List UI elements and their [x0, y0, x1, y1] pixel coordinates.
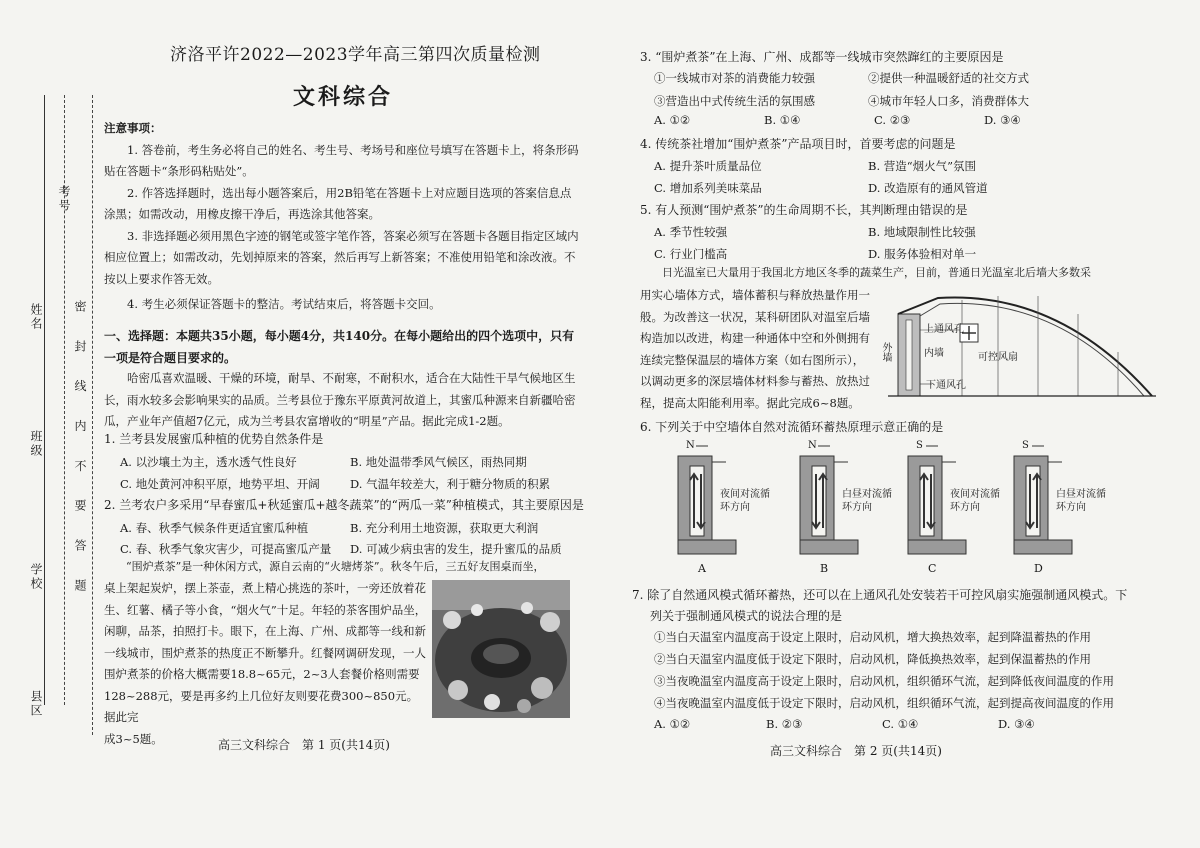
- q5-option-d[interactable]: D. 服务体验相对单一: [868, 247, 977, 261]
- exam-title: 济洛平许2022—2023学年高三第四次质量检测: [170, 45, 541, 65]
- q3-statement-2: ②提供一种温暖舒适的社交方式: [868, 71, 1029, 85]
- passage-melon: 哈密瓜喜欢温暖、干燥的环境，耐旱、不耐寒，不耐积水，适合在大陆性干旱气候地区生长，雨水较多会影响果实的品质。兰考县位于豫东平原黄河故道上，其蜜瓜种源来自新疆哈密瓜，产业年产值超7亿元，成为兰考县农富增收的“明星”产品。据此完成1-2题。: [104, 371, 576, 428]
- q7-statement-4: ④当夜晚温室内温度低于设定下限时，启动风机，组织循环气流，起到提高夜间温度的作用: [654, 696, 1114, 710]
- passage-tea: 桌上架起炭炉，摆上茶壶，煮上精心挑选的茶叶，一旁还放着花 生、红薯、橘子等小食，“烟火气”十足。年轻的茶客围炉品坐， 闲聊，品茶，拍照打卡。眼下，在上海、广州、成都等一线和新 一线城市，围炉煮茶的热度正不断攀升。红餐网调研发现，一人 围炉煮茶的价格大概需要18.8~65元，2~3人套餐价格则需要 128~288元，要是再多约上几位好友则要花费300~850元。据此完 成3~5题。: [104, 581, 427, 746]
- passage-tea-intro: “围炉煮茶”是一种休闲方式，源自云南的“火塘烤茶”。秋冬午后，三五好友围桌而坐，: [126, 560, 545, 573]
- name-label: 姓名: [29, 303, 43, 331]
- q6-panel-c[interactable]: [898, 440, 1008, 575]
- question-3-stem: 3. “围炉煮茶”在上海、广州、成都等一线城市突然蹿红的主要原因是: [640, 50, 1004, 64]
- note-item: 1. 答卷前，考生务必将自己的姓名、考生号、考场号和座位号填写在答题卡上，将条形码贴在答题卡“条形码粘贴处”。: [104, 142, 579, 178]
- section-heading: 一、选择题：本题共35小题，每小题4分，共140分。在每小题给出的四个选项中，只有一项是符合题目要求的。: [104, 329, 575, 365]
- q7-statement-2: ②当白天温室内温度低于设定下限时，启动风机，降低换热效率，起到保温蓄热的作用: [654, 652, 1091, 666]
- q7-option-a[interactable]: A. ①②: [654, 717, 691, 731]
- note-item: 4. 考生必须保证答题卡的整洁。考试结束后，将答题卡交回。: [127, 297, 441, 311]
- question-7-stem: 7. 除了自然通风模式循环蓄热，还可以在上通风孔处安装若干可控风扇实施强制通风模式。下: [632, 588, 1128, 602]
- q6-panel-label: B: [820, 562, 829, 575]
- subject-title: 文科综合: [293, 84, 394, 110]
- q3-option-a[interactable]: A. ①②: [654, 113, 691, 127]
- page-footer-left: 高三文科综合 第 1 页(共14页): [218, 738, 390, 752]
- q5-option-c[interactable]: C. 行业门槛高: [654, 247, 728, 261]
- county-label: 县区: [29, 690, 43, 718]
- class-label: 班级: [29, 430, 43, 458]
- q3-option-c[interactable]: C. ②③: [874, 113, 911, 127]
- ticket-label: 考号: [57, 185, 71, 213]
- inner-wall-label: 内墙: [924, 348, 944, 359]
- q4-option-a[interactable]: A. 提升茶叶质量品位: [654, 159, 762, 173]
- note-item: 3. 非选择题必须用黑色字迹的钢笔或签字笔作答，答案必须写在答题卡各题目指定区域内相应位置上；如需改动，先划掉原来的答案，然后再写上新答案；不准使用铅笔和涂改液。不按以上要求作答无效。: [104, 228, 579, 286]
- q6-panel-label: D: [1034, 562, 1043, 575]
- q3-option-b[interactable]: B. ①④: [764, 113, 801, 127]
- q3-statement-4: ④城市年轻人口多，消费群体大: [868, 94, 1029, 108]
- q1-option-c[interactable]: C. 地处黄河冲积平原，地势平坦、开阔: [120, 477, 320, 491]
- direction-label: S: [916, 440, 923, 451]
- q7-option-c[interactable]: C. ①④: [882, 717, 919, 731]
- tea-photo: [432, 580, 570, 718]
- q1-option-a[interactable]: A. 以沙壤土为主，透水透气性良好: [120, 455, 297, 469]
- q3-option-d[interactable]: D. ③④: [984, 113, 1021, 127]
- q4-option-b[interactable]: B. 营造“烟火气”氛围: [868, 159, 977, 173]
- upper-vent-label: 上通风孔: [924, 324, 964, 335]
- q7-statement-1: ①当白天温室内温度高于设定上限时，启动风机，增大换热效率，起到降温蓄热的作用: [654, 630, 1091, 644]
- question-5-stem: 5. 有人预测“围炉煮茶”的生命周期不长，其判断理由错误的是: [640, 203, 968, 217]
- question-4-stem: 4. 传统茶社增加“围炉煮茶”产品项目时，首要考虑的问题是: [640, 137, 956, 151]
- q6-panel-label: A: [698, 562, 706, 575]
- lower-vent-label: 下通风孔: [926, 380, 966, 391]
- binding-line: [44, 95, 45, 705]
- q2-option-a[interactable]: A. 春、秋季气候条件更适宜蜜瓜种植: [120, 521, 309, 535]
- q2-option-b[interactable]: B. 充分利用土地资源，获取更大利润: [350, 521, 539, 535]
- direction-label: S: [1022, 440, 1029, 451]
- school-label: 学校: [29, 563, 43, 591]
- q5-option-a[interactable]: A. 季节性较强: [654, 225, 728, 239]
- q6-panel-b[interactable]: [790, 440, 900, 575]
- q3-statement-3: ③营造出中式传统生活的氛围感: [654, 94, 815, 108]
- question-2-stem: 2. 兰考农户多采用“早春蜜瓜+秋延蜜瓜+越冬蔬菜”的“两瓜一菜”种植模式，其主要原因是: [104, 498, 584, 512]
- q7-statement-3: ③当夜晚温室内温度高于设定上限时，启动风机，组织循环气流，起到降低夜间温度的作用: [654, 674, 1114, 688]
- fan-label: 可控风扇: [978, 352, 1018, 363]
- q6-panel-text: 白昼对流循环方向: [1056, 489, 1106, 513]
- q6-panel-label: C: [928, 562, 937, 575]
- seal-dashed-line-inner: [92, 95, 93, 735]
- seal-notice: 密 封 线 内 不 要 答 题: [73, 300, 87, 603]
- note-item: 2. 作答选择题时，选出每小题答案后，用2B铅笔在答题卡上对应题目选项的答案信息点涂黑；如需改动，用橡皮擦干净后，再选涂其他答案。: [104, 185, 572, 221]
- question-6-stem: 6. 下列关于中空墙体自然对流循环蓄热原理示意正确的是: [640, 420, 944, 434]
- q6-panel-a[interactable]: [668, 440, 778, 575]
- q6-panel-text: 夜间对流循环方向: [950, 489, 1000, 513]
- q2-option-d[interactable]: D. 可减少病虫害的发生，提升蜜瓜的品质: [350, 542, 562, 556]
- q2-option-c[interactable]: C. 春、秋季气象灾害少，可提高蜜瓜产量: [120, 542, 332, 556]
- q7-option-b[interactable]: B. ②③: [766, 717, 803, 731]
- q3-statement-1: ①一线城市对茶的消费能力较强: [654, 71, 815, 85]
- q1-option-b[interactable]: B. 地处温带季风气候区，雨热同期: [350, 455, 527, 469]
- q6-panel-text: 白昼对流循环方向: [842, 489, 892, 513]
- question-7-stem-cont: 列关于强制通风模式的说法合理的是: [650, 609, 843, 623]
- page-footer-right: 高三文科综合 第 2 页(共14页): [770, 744, 942, 758]
- greenhouse-diagram: [878, 284, 1160, 410]
- q4-option-d[interactable]: D. 改造原有的通风管道: [868, 181, 988, 195]
- notes-heading: 注意事项：: [104, 121, 162, 135]
- q5-option-b[interactable]: B. 地域限制性比较强: [868, 225, 976, 239]
- question-1-stem: 1. 兰考县发展蜜瓜种植的优势自然条件是: [104, 432, 324, 446]
- outer-wall-label: 外墙: [880, 342, 891, 362]
- q6-panel-d[interactable]: [1004, 440, 1114, 575]
- q4-option-c[interactable]: C. 增加系列美味菜品: [654, 181, 762, 195]
- q1-option-d[interactable]: D. 气温年较差大，利于糖分物质的积累: [350, 477, 551, 491]
- notes-section: [104, 118, 582, 316]
- passage-greenhouse: 用实心墙体方式，墙体蓄积与释放热量作用一 般。为改善这一状况，某科研团队对温室后墙 构造加以改进，构建一种通体中空和外侧拥有 连续完整保温层的墙体方案（如右图所示）， 以调动更多的深层墙体材料参与蓄热、放热过 程，提高太阳能利用率。据此完成6~8题。: [640, 288, 870, 410]
- direction-label: N: [808, 440, 817, 451]
- passage-greenhouse-intro: 日光温室已大量用于我国北方地区冬季的蔬菜生产，目前，普通日光温室北后墙大多数采: [662, 266, 1091, 279]
- q7-option-d[interactable]: D. ③④: [998, 717, 1035, 731]
- q6-panel-text: 夜间对流循环方向: [720, 489, 770, 513]
- direction-label: N: [686, 440, 695, 451]
